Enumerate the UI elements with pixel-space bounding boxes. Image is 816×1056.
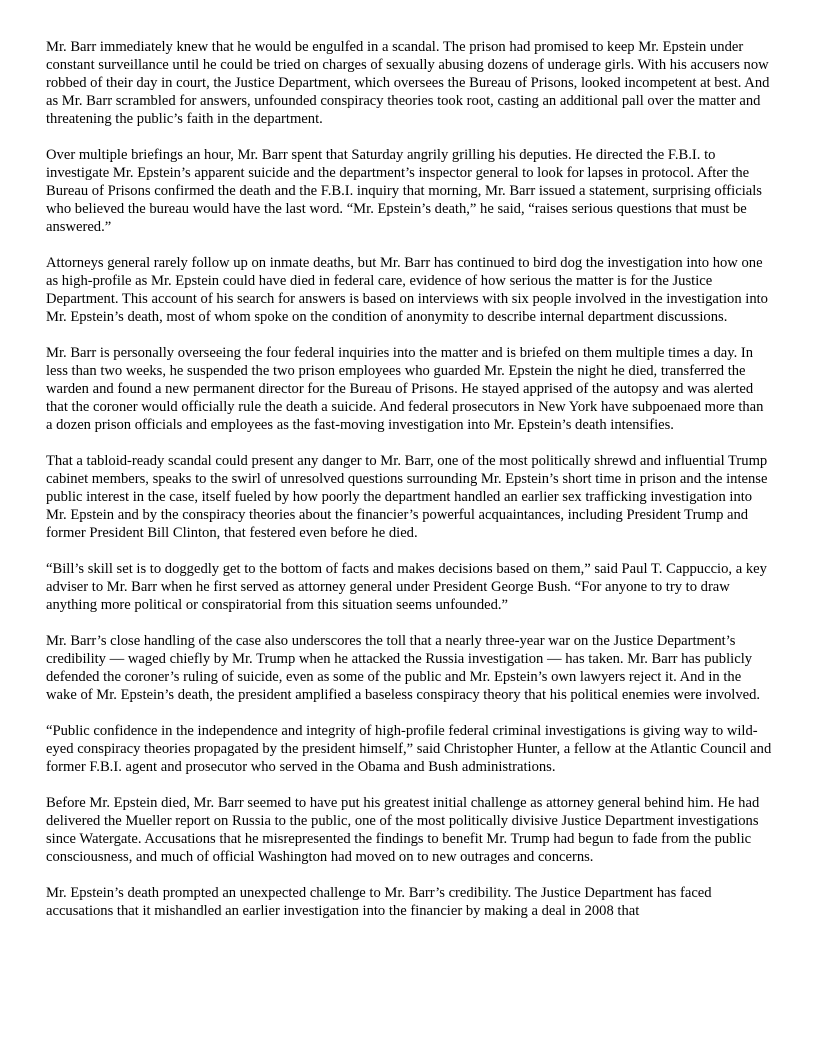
paragraph-9: Before Mr. Epstein died, Mr. Barr seemed to have put his greatest initial challenge as attorney general behind him. He had delivered the Mueller report on Russia to the public, one of the most politically divisive Justice Department investigations since Watergate. Accusations that he misrepresented the findings to benefit Mr. Trump had begun to fade from the public consciousness, and much of official Washington had moved on to new outrages and concerns.: [46, 795, 760, 865]
paragraph-8: “Public confidence in the independence and integrity of high-profile federal criminal investigations is giving way to wild-eyed conspiracy theories propagated by the president himself,” said Christopher Hunter, a fellow at the Atlantic Council and former F.B.I. agent and prosecutor who served in the Obama and Bush administrations.: [46, 723, 772, 775]
paragraph-4: Mr. Barr is personally overseeing the four federal inquiries into the matter and is briefed on them multiple times a day. In less than two weeks, he suspended the two prison employees who guarded Mr. Epstein the night he died, transferred the warden and found a new permanent director for the Bureau of Prisons. He stayed apprised of the autopsy and was alerted that the coroner would officially rule the death a suicide. And federal prosecutors in New York have subpoenaed more than a dozen prison officials and employees as the fast-moving investigation into Mr. Epstein’s death intensifies.: [46, 345, 764, 433]
paragraph-1: Mr. Barr immediately knew that he would be engulfed in a scandal. The prison had promised to keep Mr. Epstein under constant surveillance until he could be tried on charges of sexually abusing dozens of underage girls. With his accusers now robbed of their day in court, the Justice Department, which oversees the Bureau of Prisons, looked incompetent at best. And as Mr. Barr scrambled for answers, unfounded conspiracy theories took root, casting an additional pall over the matter and threatening the public’s faith in the department.: [46, 39, 770, 127]
paragraph-10: Mr. Epstein’s death prompted an unexpected challenge to Mr. Barr’s credibility. The Justice Department has faced accusations that it mishandled an earlier investigation into the financier by making a deal in 2008 that: [46, 885, 712, 919]
document-page: [46, 38, 772, 938]
paragraph-5: That a tabloid-ready scandal could present any danger to Mr. Barr, one of the most politically shrewd and influential Trump cabinet members, speaks to the swirl of unresolved questions surrounding Mr. Epstein’s short time in prison and the intense public interest in the case, itself fueled by how poorly the department handled an earlier sex trafficking investigation into Mr. Epstein and by the conspiracy theories about the financier’s powerful acquaintances, including President Trump and former President Bill Clinton, that festered even before he died.: [46, 453, 768, 541]
paragraph-2: Over multiple briefings an hour, Mr. Barr spent that Saturday angrily grilling his deputies. He directed the F.B.I. to investigate Mr. Epstein’s apparent suicide and the department’s inspector general to look for lapses in protocol. After the Bureau of Prisons confirmed the death and the F.B.I. inquiry that morning, Mr. Barr issued a statement, surprising officials who believed the bureau would have the last word. “Mr. Epstein’s death,” he said, “raises serious questions that must be answered.”: [46, 147, 762, 235]
paragraph-6: “Bill’s skill set is to doggedly get to the bottom of facts and makes decisions based on them,” said Paul T. Cappuccio, a key adviser to Mr. Barr when he first served as attorney general under President George Bush. “For anyone to try to draw anything more political or conspiratorial from this situation seems unfounded.”: [46, 561, 767, 613]
paragraph-7: Mr. Barr’s close handling of the case also underscores the toll that a nearly three-year war on the Justice Department’s credibility — waged chiefly by Mr. Trump when he attacked the Russia investigation — has taken. Mr. Barr has publicly defended the coroner’s ruling of suicide, even as some of the public and Mr. Epstein’s own lawyers reject it. And in the wake of Mr. Epstein’s death, the president amplified a baseless conspiracy theory that his political enemies were involved.: [46, 633, 761, 703]
paragraph-3: Attorneys general rarely follow up on inmate deaths, but Mr. Barr has continued to bird dog the investigation into how one as high-profile as Mr. Epstein could have died in federal care, evidence of how serious the matter is for the Justice Department. This account of his search for answers is based on interviews with six people involved in the investigation into Mr. Epstein’s death, most of whom spoke on the condition of anonymity to describe internal department discussions.: [46, 255, 768, 325]
